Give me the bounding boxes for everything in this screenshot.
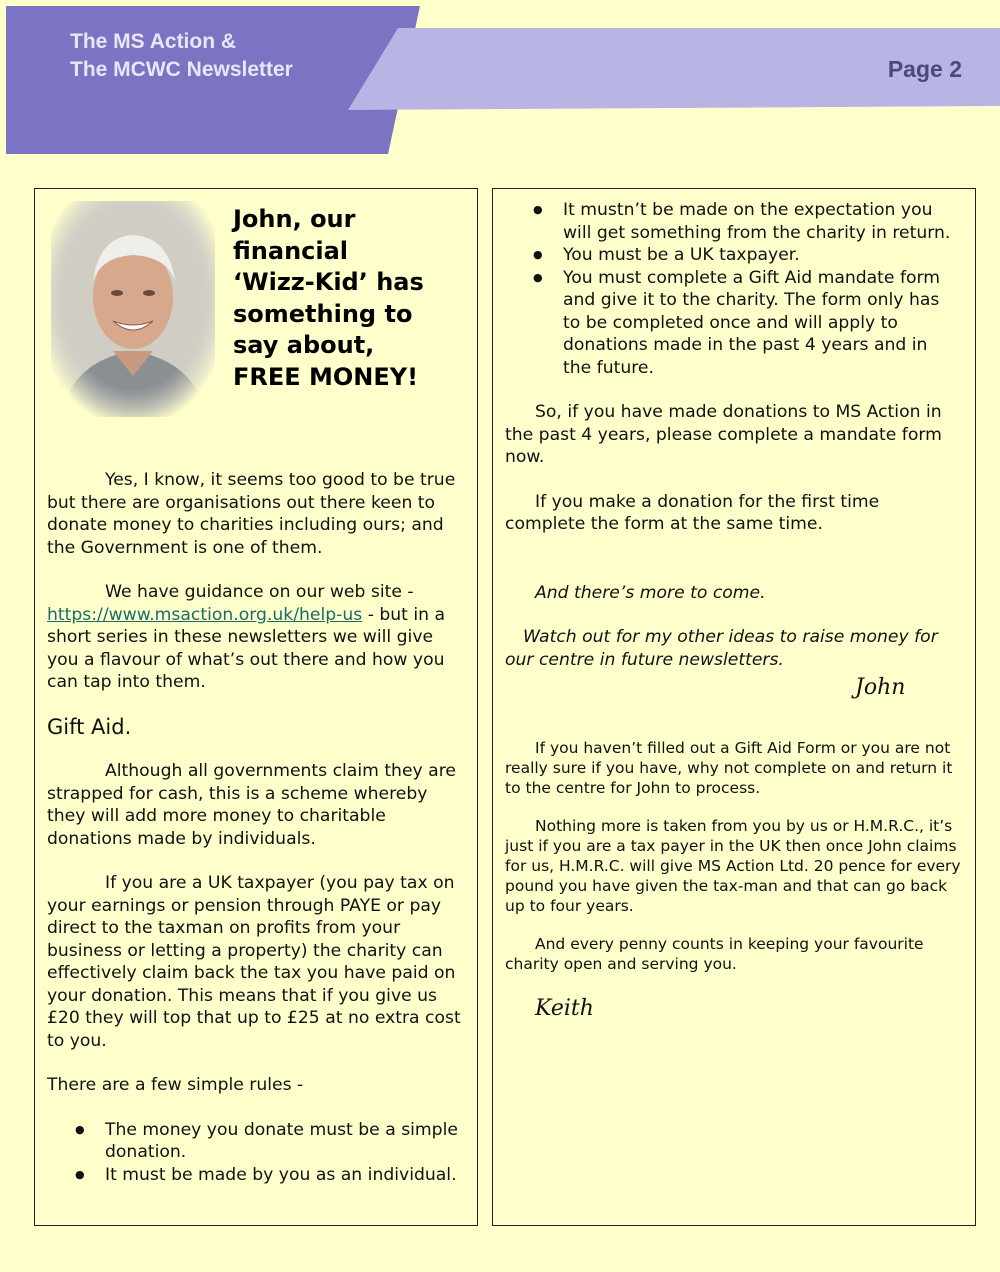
help-us-link[interactable]: https://www.msaction.org.uk/help-us — [47, 604, 363, 625]
intro-paragraph: Yes, I know, it seems too good to be true but there are organisations out there keen to donate money to charities including ours; and the Government is one of them. — [47, 470, 456, 558]
taxpayer-paragraph: If you are a UK taxpayer (you pay tax on your earnings or pension through PAYE or pay direct to the taxman on profits from your business or letting a property) the charity can effectively claim back the tax you have paid on your donation. This means that if you give us £20 they will top that up to £25 at no extra cost to you. — [47, 873, 461, 1051]
keith-paragraph-1: If you haven’t filled out a Gift Aid Form or you are not really sure if you have, why not complete on and return it to the centre for John to process. — [505, 739, 953, 797]
right-column — [492, 188, 976, 1226]
rules-list-left — [47, 1119, 467, 1187]
headline-line: John, our — [233, 205, 356, 233]
more-to-come: And there’s more to come. — [535, 582, 766, 603]
guidance-text-pre: We have guidance on our web site - — [105, 582, 414, 602]
guidance-text-post: - but in a short series in these newsletters we will give you a flavour of what’s out there and how you can tap into them. — [47, 604, 446, 692]
headline-line: something to — [233, 299, 413, 328]
rules-intro: There are a few simple rules - — [47, 1075, 304, 1095]
newsletter-title-line1: The MS Action & — [70, 30, 237, 53]
first-time-paragraph: If you make a donation for the first time complete the form at the same time. — [505, 491, 880, 534]
headline-line: say about, — [233, 331, 375, 359]
keith-paragraph-3: And every penny counts in keeping your favourite charity open and serving you. — [505, 935, 924, 973]
headline-line: ‘Wizz-Kid’ has — [233, 268, 424, 296]
rule-item: ● You must be a UK taxpayer. — [505, 244, 961, 267]
keith-signature: Keith — [535, 996, 594, 1021]
rules-list-right — [505, 199, 961, 379]
gift-aid-paragraph: Although all governments claim they are strapped for cash, this is a scheme whereby they will add more money to charitable donations made by individuals. — [47, 761, 456, 849]
headline-line: FREE MONEY! — [233, 362, 419, 391]
right-body — [505, 199, 961, 1021]
rule-item: ● The money you donate must be a simple donation. — [47, 1119, 467, 1164]
left-column — [34, 188, 478, 1226]
newsletter-title-line2: The MCWC Newsletter — [70, 58, 293, 81]
newsletter-header — [0, 0, 1000, 160]
newsletter-title — [70, 28, 293, 84]
keith-paragraph-2: Nothing more is taken from you by us or H.M.R.C., it’s just if you are a tax payer in the UK then once John claims for us, H.M.R.C. will give MS Action Ltd. 20 pence for every pound you have given the tax-man and that can go back up to four years. — [505, 817, 961, 915]
left-body — [47, 469, 467, 1186]
rule-item: ● You must complete a Gift Aid mandate form and give it to the charity. The form only has to be completed once and will apply to donations made in the past 4 years and in the future. — [505, 267, 961, 380]
rule-item: ● It must be made by you as an individual. — [47, 1164, 467, 1187]
article-headline — [233, 204, 469, 393]
john-signature: John — [855, 675, 906, 700]
headline-line: financial — [233, 236, 349, 265]
page-number: Page 2 — [887, 56, 962, 82]
mandate-paragraph: So, if you have made donations to MS Action in the past 4 years, please complete a mandate form now. — [505, 402, 942, 467]
guidance-paragraph — [47, 581, 467, 694]
john-photo — [51, 201, 215, 417]
gift-aid-heading: Gift Aid. — [47, 714, 132, 739]
rule-item: ● It mustn’t be made on the expectation you will get something from the charity in return. — [505, 199, 961, 244]
portrait-image — [51, 201, 215, 417]
watch-out-paragraph: Watch out for my other ideas to raise money for our centre in future newsletters. — [505, 627, 938, 670]
